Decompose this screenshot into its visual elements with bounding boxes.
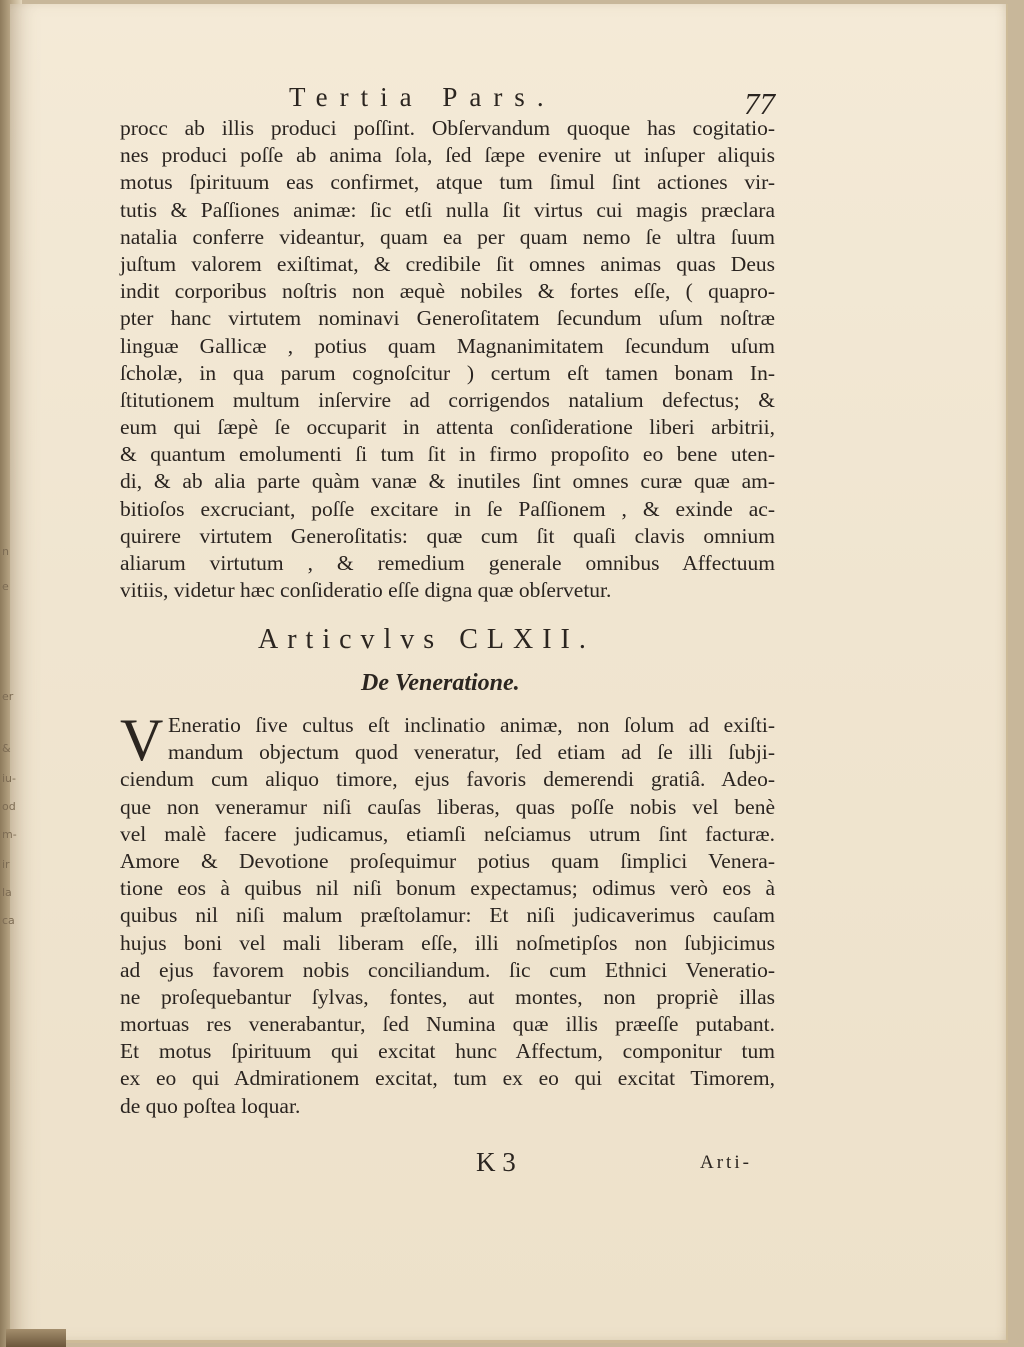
binding-corner (6, 1329, 66, 1347)
text-line: hujus boni vel mali liberam eſſe, illi noſmetipſos non ſubjicimus (120, 930, 775, 955)
page-number: 77 (744, 86, 775, 121)
text-line: natalia conferre videantur, quam ea per quam nemo ſe ultra ſuum (120, 224, 775, 249)
text-line: quibus nil niſi malum præſtolamur: Et niſi judicaverimus cauſam (120, 903, 775, 928)
facing-page-bleed-text: e (2, 580, 9, 593)
text-line: indit corporibus noſtris non æquè nobiles & fortes eſſe, ( quapro- (120, 279, 775, 304)
text-line: ne proſequebantur ſylvas, fontes, aut montes, non propriè illas (120, 984, 775, 1009)
facing-page-bleed-text: ca (2, 914, 15, 927)
text-line: linguæ Gallicæ , potius quam Magnanimitatem ſecundum uſum (120, 333, 775, 358)
text-line: mandum objectum quod veneratur, ſed etiam ad ſe illi ſubji- (168, 740, 775, 765)
text-line: tutis & Paſſiones animæ: ſic etſi nulla ſit virtus cui magis præclara (120, 197, 775, 222)
text-line: pter hanc virtutem nominavi Generoſitatem ſecundum uſum noſtræ (120, 306, 775, 331)
text-line: tione eos à quibus nil niſi bonum expectamus; odimus verò eos à (120, 876, 775, 901)
signature-mark: K 3 (476, 1147, 516, 1177)
text-line: bitioſos excruciant, poſſe excitare in ſe Paſſionem , & exinde ac- (120, 496, 775, 521)
paragraph-1 (120, 115, 775, 604)
text-line: mortuas res venerabantur, ſed Numina quæ illis præeſſe putabant. (120, 1012, 775, 1037)
facing-page-bleed-text: od (2, 800, 16, 813)
facing-page-bleed-text: iu- (2, 772, 16, 785)
text-line: juſtum valorem exiſtimat, & credibile ſit omnes animas quas Deus (120, 251, 775, 276)
text-line: vel malè facere judicamus, etiamſi neſciamus utrum ſint facturæ. (120, 821, 775, 846)
text-line: & quantum emolumenti ſi tum ſit in firmo propoſito eo bene uten- (120, 442, 775, 467)
running-head: Tertia Pars. (289, 82, 556, 112)
facing-page-bleed-text: m- (2, 828, 17, 841)
text-line: quirere virtutem Generoſitatis: quæ cum ſit quaſi clavis omnium (120, 523, 775, 548)
text-line: Amore & Devotione proſequimur potius quam ſimplici Venera- (120, 848, 775, 873)
text-line: aliarum virtutum , & remedium generale omnibus Affectuum (120, 551, 775, 575)
facing-page-bleed-text: la (2, 886, 12, 899)
text-line: procc ab illis produci poſſint. Obſervandum quoque has cogitatio- (120, 116, 775, 140)
article-heading: Articvlvs CLXII. (258, 624, 595, 655)
book-page (10, 4, 1008, 1343)
text-line: motus ſpirituum eas confirmet, atque tum ſimul ſint actiones vir- (120, 170, 775, 195)
text-line: ad ejus favorem nobis conciliandum. ſic cum Ethnici Veneratio- (120, 957, 775, 982)
text-line: eum qui ſæpè ſe occuparit in attenta conſideratione liberi arbitrii, (120, 415, 775, 440)
text-line: vitiis, videtur hæc conſideratio eſſe digna quæ obſervetur. (120, 578, 612, 603)
catchword: Arti- (700, 1152, 752, 1173)
facing-page-bleed-text: er (2, 690, 14, 703)
text-line: ciendum cum aliquo timore, ejus favoris demerendi gratiâ. Adeo- (120, 767, 775, 792)
text-line: Eneratio ſive cultus eſt inclinatio animæ, non ſolum ad exiſti- (168, 713, 775, 737)
facing-page-bleed-text: n (2, 545, 9, 558)
text-line: que non veneramur niſi cauſas liberas, quas poſſe nobis vel benè (120, 794, 775, 819)
article-subtitle: De Veneratione. (361, 670, 520, 696)
facing-page-bleed-text: ir (2, 858, 10, 871)
facing-page-bleed-text: & (2, 742, 11, 755)
text-line: ſtitutionem multum inſervire ad corrigendos natalium defectus; & (120, 387, 775, 412)
paragraph-2 (120, 707, 775, 1120)
text-line: de quo poſtea loquar. (120, 1093, 301, 1118)
drop-cap: V (120, 707, 164, 773)
text-line: ex eo qui Admirationem excitat, tum ex eo qui excitat Timorem, (120, 1066, 775, 1091)
text-line: Et motus ſpirituum qui excitat hunc Affectum, componitur tum (120, 1039, 775, 1064)
text-line: nes produci poſſe ab anima ſola, ſed ſæpe evenire ut inſuper aliquis (120, 143, 775, 168)
text-line: di, & ab alia parte quàm vanæ & inutiles ſint omnes curæ quæ am- (120, 469, 775, 494)
text-line: ſcholæ, in qua parum cognoſcitur ) certum eſt tamen bonam In- (120, 360, 775, 385)
